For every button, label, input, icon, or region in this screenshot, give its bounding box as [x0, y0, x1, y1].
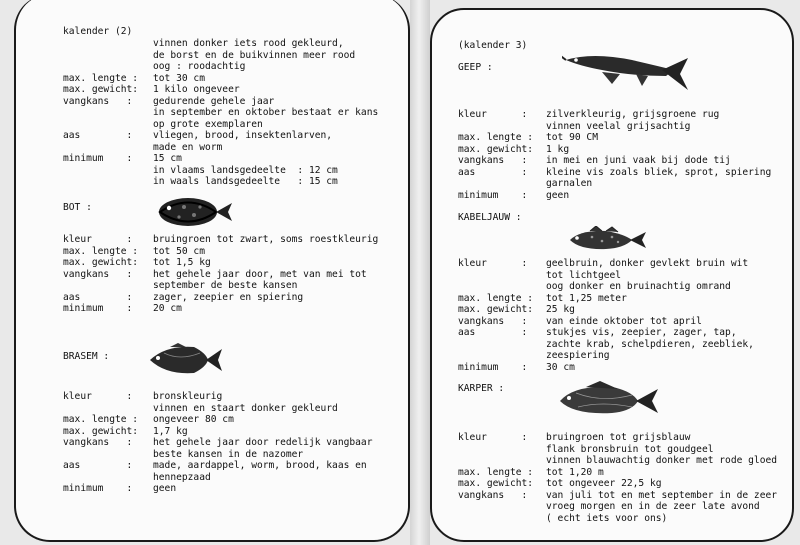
field-value: in waals landsgedeelte : 15 cm — [153, 176, 338, 187]
field-value: ( echt iets voor ons) — [546, 512, 668, 524]
page-right — [430, 8, 794, 542]
field-label: aas : — [458, 166, 528, 178]
fish-name-kabeljauw: KABELJAUW : — [458, 212, 522, 223]
field-value: september de beste kansen — [153, 280, 298, 291]
field-label: vangkans : — [458, 155, 528, 166]
field-label: aas : — [63, 291, 133, 303]
field-value: tot 1,5 kg — [153, 257, 211, 268]
field-label: kleur : — [63, 391, 133, 402]
field-label: aas : — [458, 327, 528, 338]
field-label: kleur : — [458, 258, 528, 269]
field-label: max. gewicht: — [63, 425, 139, 437]
field-label: max. gewicht: — [458, 478, 534, 489]
field-value: zeespiering — [546, 350, 610, 361]
field-label: minimum : — [458, 189, 528, 201]
field-value: 20 cm — [153, 303, 182, 314]
fish-name-bot: BOT : — [63, 202, 92, 213]
field-label: kleur : — [63, 234, 133, 245]
field-value: tot 1,20 m — [546, 466, 604, 478]
field-value: garnalen — [546, 178, 593, 189]
field-label: vangkans : — [63, 268, 133, 280]
field-value: flank bronsbruin tot goudgeel — [546, 443, 714, 455]
field-value: kleine vis zoals bliek, sprot, spiering — [546, 166, 772, 178]
page-title-left: kalender (2) — [63, 26, 133, 37]
field-value: geelbruin, donker gevlekt bruin wit — [546, 258, 749, 269]
field-value: tot ongeveer 22,5 kg — [546, 478, 662, 489]
field-value: tot 30 cm — [153, 72, 205, 84]
field-label: max. lengte : — [63, 72, 139, 84]
field-label: max. gewicht: — [458, 143, 534, 155]
field-value: vinnen blauwachtig donker met rode gloed — [546, 455, 778, 466]
field-value: in vlaams landsgedeelte : 12 cm — [153, 164, 338, 176]
field-value: 25 kg — [546, 304, 575, 315]
field-value: 1,7 kg — [153, 425, 188, 437]
field-value: van einde oktober tot april — [546, 315, 702, 327]
fish-name-karper: KARPER : — [458, 383, 505, 394]
field-value: geen — [153, 483, 177, 494]
field-label: kleur : — [458, 109, 528, 120]
text-line: de borst en de buikvinnen meer rood — [153, 49, 356, 61]
field-value: ongeveer 80 cm — [153, 414, 234, 425]
field-label: max. gewicht: — [63, 84, 139, 95]
book-spine — [410, 0, 430, 545]
field-label: max. lengte : — [63, 414, 139, 425]
fish-name-geep: GEEP : — [458, 62, 493, 73]
text-line: oog : roodachtig — [153, 61, 246, 72]
field-label: minimum : — [63, 153, 133, 164]
field-value: bronskleurig — [153, 391, 223, 402]
cod-icon — [566, 226, 648, 254]
field-label: vangkans : — [458, 315, 528, 327]
field-value: vinnen veelal grijsachtig — [546, 120, 691, 132]
field-value: 15 cm — [153, 153, 182, 164]
garfish-icon — [562, 46, 692, 96]
field-label: max. lengte : — [63, 245, 139, 257]
field-value: het gehele jaar door, met van mei tot — [153, 268, 367, 280]
carp-icon — [556, 381, 660, 417]
field-value: 1 kilo ongeveer — [153, 84, 240, 95]
field-value: bruingroen tot zwart, soms roestkleurig — [153, 234, 379, 245]
field-value: stukjes vis, zeepier, zager, tap, — [546, 327, 737, 338]
field-label: aas : — [63, 130, 133, 141]
field-value: zachte krab, schelpdieren, zeebliek, — [546, 338, 754, 350]
field-label: max. lengte : — [458, 292, 534, 304]
field-label: minimum : — [458, 361, 528, 373]
field-label: max. gewicht: — [63, 257, 139, 268]
text-line: vinnen donker iets rood gekleurd, — [153, 38, 344, 49]
field-value: hennepzaad — [153, 471, 211, 483]
field-label: aas : — [63, 460, 133, 471]
field-value: made, aardappel, worm, brood, kaas en — [153, 460, 367, 471]
field-value: oog donker en bruinachtig omrand — [546, 281, 731, 292]
field-label: max. gewicht: — [458, 304, 534, 315]
bream-icon — [146, 343, 224, 377]
field-label: minimum : — [63, 483, 133, 494]
field-label: minimum : — [63, 303, 133, 314]
field-value: tot 50 cm — [153, 245, 205, 257]
field-value: geen — [546, 189, 570, 201]
field-label: vangkans : — [63, 95, 133, 107]
field-value: op grote exemplaren — [153, 118, 263, 130]
flatfish-icon — [154, 195, 238, 229]
field-value: tot 1,25 meter — [546, 292, 627, 304]
field-value: het gehele jaar door redelijk vangbaar — [153, 437, 373, 448]
page-left — [14, 0, 410, 542]
field-value: bruingroen tot grijsblauw — [546, 432, 691, 443]
field-value: zager, zeepier en spiering — [153, 291, 304, 303]
field-value: beste kansen in de nazomer — [153, 448, 304, 460]
field-label: vangkans : — [63, 437, 133, 448]
fish-name-brasem: BRASEM : — [63, 351, 110, 362]
page-title-right: (kalender 3) — [458, 40, 528, 51]
field-value: tot 90 CM — [546, 132, 598, 143]
field-label: kleur : — [458, 432, 528, 443]
field-label: max. lengte : — [458, 466, 534, 478]
field-value: van juli tot en met september in de zeer — [546, 489, 778, 501]
field-label: vangkans : — [458, 489, 528, 501]
field-value: 30 cm — [546, 361, 575, 373]
field-value: gedurende gehele jaar — [153, 95, 275, 107]
field-value: zilverkleurig, grijsgroene rug — [546, 109, 720, 120]
field-value: vinnen en staart donker gekleurd — [153, 402, 338, 414]
field-value: in september en oktober bestaat er kans — [153, 107, 379, 118]
field-value: made en worm — [153, 141, 223, 153]
field-label: max. lengte : — [458, 132, 534, 143]
field-value: 1 kg — [546, 143, 570, 155]
field-value: vliegen, brood, insektenlarven, — [153, 130, 333, 141]
field-value: vroeg morgen en in de zeer late avond — [546, 501, 760, 512]
field-value: tot lichtgeel — [546, 269, 622, 281]
field-value: in mei en juni vaak bij dode tij — [546, 155, 731, 166]
